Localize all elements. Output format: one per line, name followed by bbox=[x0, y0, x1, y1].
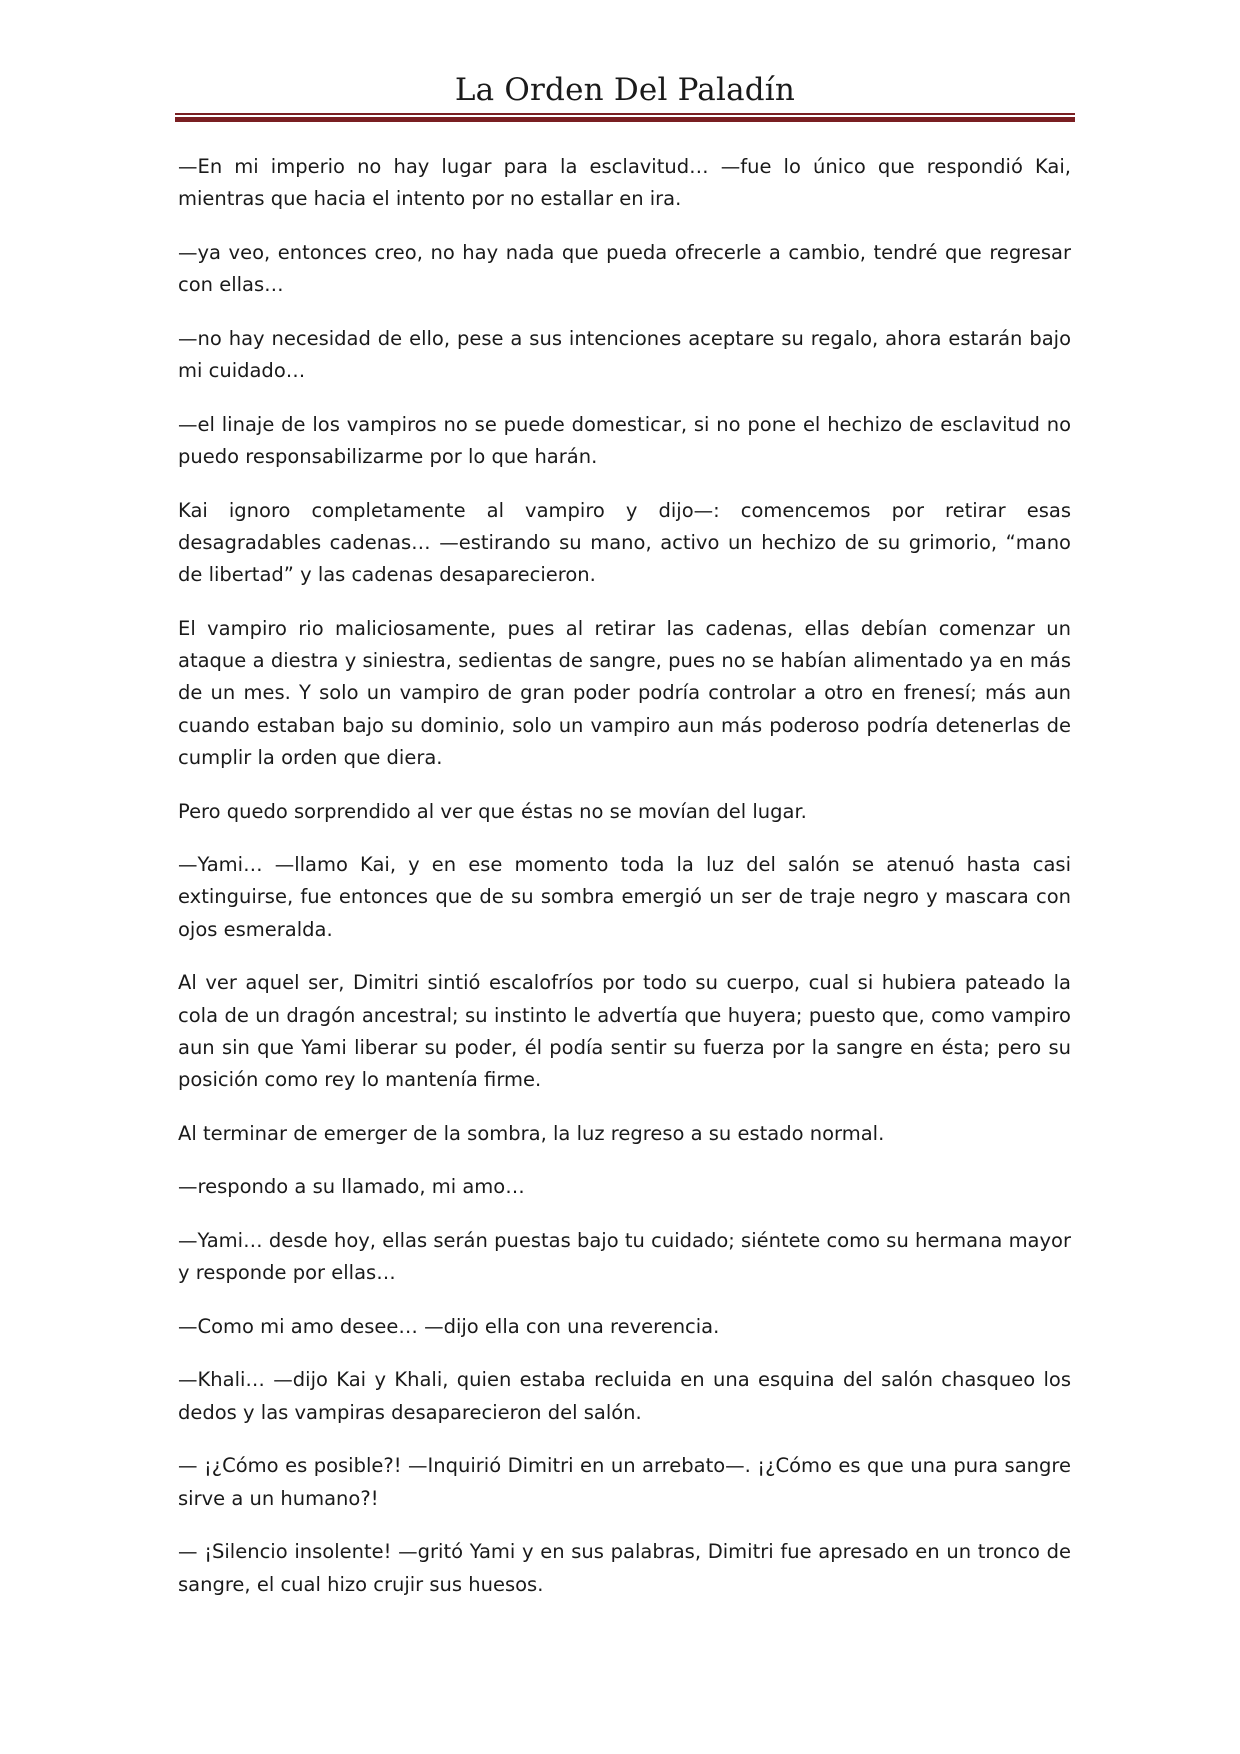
paragraph: — ¡¿Cómo es posible?! —Inquirió Dimitri en un arrebato—. ¡¿Cómo es que una pura sangre sirve a un humano?! bbox=[178, 1454, 1071, 1510]
page-header bbox=[175, 64, 1075, 134]
paragraph: —Khali… —dijo Kai y Khali, quien estaba recluida en una esquina del salón chasqueo los dedos y las vampiras desaparecieron del salón. bbox=[178, 1368, 1071, 1424]
paragraph: —En mi imperio no hay lugar para la esclavitud… —fue lo único que respondió Kai, mientras que hacia el intento por no estallar en ira. bbox=[178, 155, 1071, 211]
header-rule-thick bbox=[175, 117, 1075, 122]
paragraph: — ¡Silencio insolente! —gritó Yami y en sus palabras, Dimitri fue apresado en un tronco de sangre, el cual hizo crujir sus huesos. bbox=[178, 1540, 1071, 1596]
paragraph: —Como mi amo desee… —dijo ella con una reverencia. bbox=[178, 1314, 720, 1338]
paragraph: —Yami… —llamo Kai, y en ese momento toda la luz del salón se atenuó hasta casi extinguirse, fue entonces que de su sombra emergió un ser de traje negro y mascara con ojos esmeralda. bbox=[178, 853, 1071, 941]
paragraph: —Yami… desde hoy, ellas serán puestas bajo tu cuidado; siéntete como su hermana mayor y responde por ellas… bbox=[178, 1228, 1071, 1285]
paragraph: Al ver aquel ser, Dimitri sintió escalofríos por todo su cuerpo, cual si hubiera pateado la cola de un dragón ancestral; su instinto le advertía que huyera; puesto que, como vampiro aun sin que Yami liberar su poder, él podía sentir su fuerza por la sangre en ésta; pero su posición como rey lo mantenía firme. bbox=[178, 971, 1071, 1092]
paragraph: —respondo a su llamado, mi amo… bbox=[178, 1175, 525, 1199]
paragraph: —no hay necesidad de ello, pese a sus intenciones aceptare su regalo, ahora estarán bajo mi cuidado… bbox=[178, 326, 1071, 383]
paragraph: El vampiro rio maliciosamente, pues al retirar las cadenas, ellas debían comenzar un ataque a diestra y siniestra, sedientas de sangre, pues no se habían alimentado ya en más de un mes. Y solo un vampiro de gran poder podría controlar a otro en frenesí; más aun cuando estaban bajo su dominio, solo un vampiro aun más poderoso podría detenerlas de cumplir la orden que diera. bbox=[178, 616, 1071, 769]
header-rule-thin bbox=[175, 113, 1075, 115]
paragraph: Kai ignoro completamente al vampiro y dijo—: comencemos por retirar esas desagradables cadenas… —estirando su mano, activo un hechizo de su grimorio, “mano de libertad” y las cadenas desaparecieron. bbox=[178, 498, 1071, 587]
paragraph: —el linaje de los vampiros no se puede domesticar, si no pone el hechizo de esclavitud no puedo responsabilizarme por lo que harán. bbox=[178, 412, 1071, 468]
paragraph: Pero quedo sorprendido al ver que éstas no se movían del lugar. bbox=[178, 799, 807, 823]
page-title: La Orden Del Paladín bbox=[454, 72, 796, 108]
paragraph: Al terminar de emerger de la sombra, la luz regreso a su estado normal. bbox=[178, 1121, 885, 1145]
document-body bbox=[178, 151, 1071, 1622]
paragraph: —ya veo, entonces creo, no hay nada que pueda ofrecerle a cambio, tendré que regresar con ellas… bbox=[178, 240, 1071, 297]
